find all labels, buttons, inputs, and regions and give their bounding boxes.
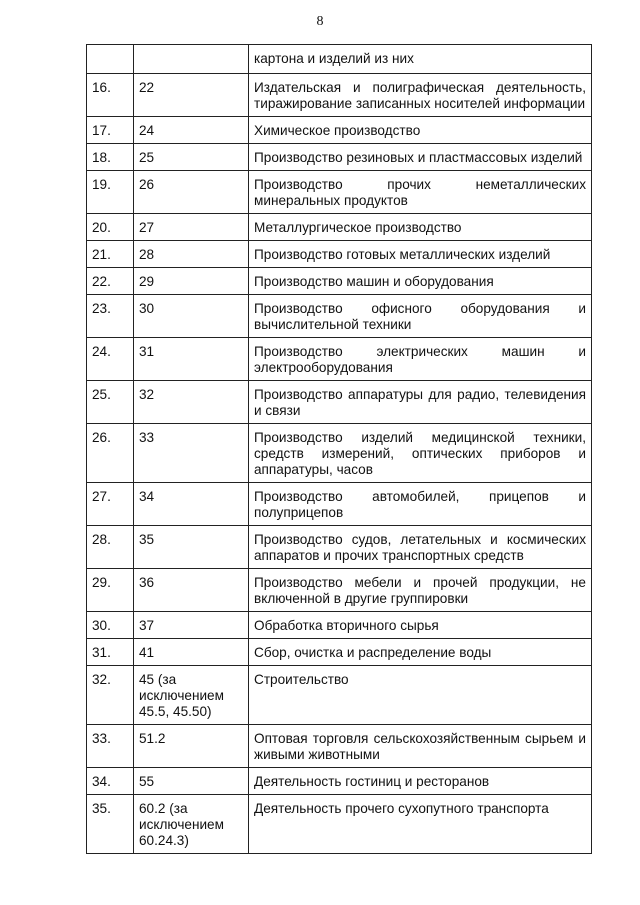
row-description-cell: Производство прочих неметаллических минеральных продуктов: [249, 171, 592, 214]
row-number-cell: 26.: [87, 424, 134, 483]
row-number-cell: 17.: [87, 117, 134, 144]
table-row: [87, 483, 592, 526]
row-number-cell: 23.: [87, 295, 134, 338]
row-description-cell: Оптовая торговля сельскохозяйственным сырьем и живыми животными: [249, 725, 592, 768]
row-number-cell: 28.: [87, 526, 134, 569]
row-description-cell: Обработка вторичного сырья: [249, 612, 592, 639]
row-number-cell: 16.: [87, 74, 134, 117]
row-code-cell: 26: [134, 171, 249, 214]
row-number-cell: 34.: [87, 768, 134, 795]
row-number-cell: 19.: [87, 171, 134, 214]
row-code-cell: 51.2: [134, 725, 249, 768]
row-code-cell: 24: [134, 117, 249, 144]
table-row: [87, 424, 592, 483]
row-description-cell: Производство резиновых и пластмассовых изделий: [249, 144, 592, 171]
row-description-cell: Производство электрических машин и электрооборудования: [249, 338, 592, 381]
row-number-cell: 30.: [87, 612, 134, 639]
table-row: [87, 338, 592, 381]
row-description-cell: картона и изделий из них: [249, 45, 592, 74]
row-number-cell: 27.: [87, 483, 134, 526]
table-row: [87, 295, 592, 338]
activity-codes-table: [86, 44, 592, 854]
row-description-cell: Производство машин и оборудования: [249, 268, 592, 295]
table-row: [87, 795, 592, 854]
row-code-cell: 30: [134, 295, 249, 338]
row-code-cell: 25: [134, 144, 249, 171]
row-code-cell: 31: [134, 338, 249, 381]
table-row-continuation: [87, 45, 592, 74]
row-code-cell: 37: [134, 612, 249, 639]
row-number-cell: 25.: [87, 381, 134, 424]
row-code-cell: 55: [134, 768, 249, 795]
row-code-cell: 33: [134, 424, 249, 483]
row-description-cell: Строительство: [249, 666, 592, 725]
row-number-cell: 35.: [87, 795, 134, 854]
row-description-cell: Деятельность прочего сухопутного транспорта: [249, 795, 592, 854]
table-row: [87, 569, 592, 612]
row-number-cell: 33.: [87, 725, 134, 768]
row-number-cell: 21.: [87, 241, 134, 268]
row-number-cell: 29.: [87, 569, 134, 612]
table-row: [87, 214, 592, 241]
table-row: [87, 74, 592, 117]
row-description-cell: Производство мебели и прочей продукции, не включенной в другие группировки: [249, 569, 592, 612]
table-row: [87, 381, 592, 424]
table-row: [87, 612, 592, 639]
table-row: [87, 768, 592, 795]
row-description-cell: Производство судов, летательных и космических аппаратов и прочих транспортных средств: [249, 526, 592, 569]
page-number: 8: [316, 14, 324, 29]
table-row: [87, 725, 592, 768]
table-row: [87, 171, 592, 214]
row-description-cell: Деятельность гостиниц и ресторанов: [249, 768, 592, 795]
row-number-cell: 20.: [87, 214, 134, 241]
row-code-cell: [134, 45, 249, 74]
table-row: [87, 268, 592, 295]
row-description-cell: Производство готовых металлических изделий: [249, 241, 592, 268]
row-description-cell: Издательская и полиграфическая деятельность, тиражирование записанных носителей информации: [249, 74, 592, 117]
row-description-cell: Химическое производство: [249, 117, 592, 144]
row-number-cell: 31.: [87, 639, 134, 666]
row-description-cell: Производство изделий медицинской техники, средств измерений, оптических приборов и аппаратуры, часов: [249, 424, 592, 483]
row-code-cell: 35: [134, 526, 249, 569]
table-row: [87, 639, 592, 666]
table-row: [87, 144, 592, 171]
table-row: [87, 526, 592, 569]
table-row: [87, 666, 592, 725]
row-description-cell: Производство автомобилей, прицепов и полуприцепов: [249, 483, 592, 526]
row-code-cell: 45 (за исключением 45.5, 45.50): [134, 666, 249, 725]
table-row: [87, 117, 592, 144]
row-description-cell: Производство офисного оборудования и вычислительной техники: [249, 295, 592, 338]
row-code-cell: 41: [134, 639, 249, 666]
row-code-cell: 28: [134, 241, 249, 268]
row-code-cell: 34: [134, 483, 249, 526]
row-number-cell: 24.: [87, 338, 134, 381]
row-code-cell: 27: [134, 214, 249, 241]
row-number-cell: 32.: [87, 666, 134, 725]
row-number-cell: 22.: [87, 268, 134, 295]
row-code-cell: 22: [134, 74, 249, 117]
row-code-cell: 32: [134, 381, 249, 424]
row-code-cell: 29: [134, 268, 249, 295]
row-number-cell: [87, 45, 134, 74]
row-code-cell: 60.2 (за исключением 60.24.3): [134, 795, 249, 854]
row-description-cell: Сбор, очистка и распределение воды: [249, 639, 592, 666]
row-code-cell: 36: [134, 569, 249, 612]
row-description-cell: Производство аппаратуры для радио, телевидения и связи: [249, 381, 592, 424]
row-description-cell: Металлургическое производство: [249, 214, 592, 241]
row-number-cell: 18.: [87, 144, 134, 171]
table-row: [87, 241, 592, 268]
